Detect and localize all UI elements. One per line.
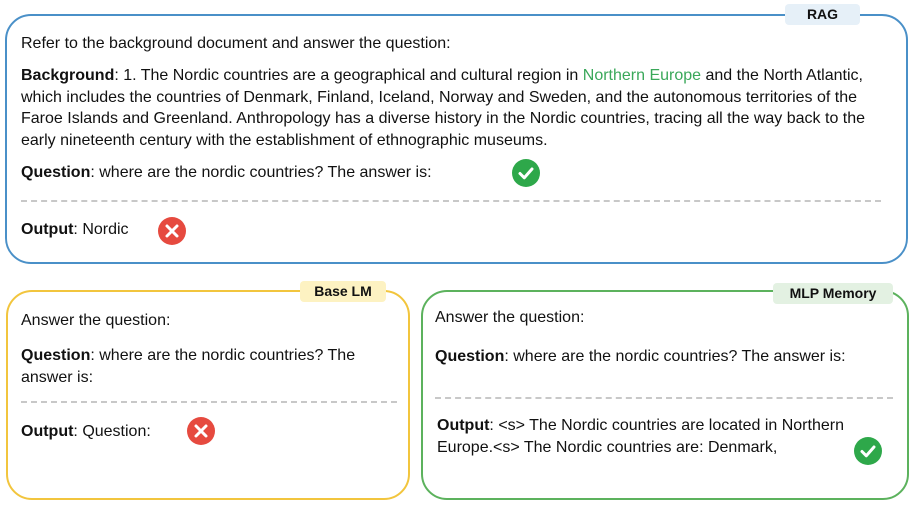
mlp-memory-instruction: Answer the question: [435, 309, 585, 326]
rag-instruction: Refer to the background document and answer the question: [21, 35, 451, 52]
rag-background-text-before: : 1. The Nordic countries are a geographical and cultural region in [114, 67, 583, 84]
mlp-memory-question-label: Question [435, 348, 505, 365]
mlp-memory-question [435, 346, 846, 367]
rag-background-highlight: Northern Europe [582, 67, 702, 84]
base-lm-divider [21, 401, 397, 403]
mlp-memory-tag: MLP Memory [773, 283, 893, 304]
rag-background [21, 65, 891, 151]
rag-tag: RAG [785, 4, 860, 25]
base-lm-output-label: Output [21, 423, 74, 440]
rag-output-label: Output [21, 221, 74, 238]
x-circle-icon [187, 417, 215, 445]
rag-output [21, 219, 129, 240]
check-circle-icon [854, 437, 882, 465]
rag-question [21, 162, 432, 183]
rag-background-text-after: and the North Atlantic, which includes the countries of Denmark, Finland, Iceland, Norway and Sweden, and the autonomous territories of the Faroe Islands and Greenland. Anthropology has a diverse history in the Nordic countries, tracing all the way back to the early nineteenth century with the establishment of ethnographic museums. [21, 67, 866, 149]
x-circle-icon [158, 217, 186, 245]
base-lm-output-text: : Question: [73, 423, 151, 440]
base-lm-question-line1 [21, 345, 355, 366]
base-lm-question-text: : where are the nordic countries? The [90, 347, 356, 364]
rag-background-label: Background [21, 67, 115, 84]
check-circle-icon [512, 159, 540, 187]
base-lm-instruction: Answer the question: [21, 312, 171, 329]
mlp-memory-output-line1 [437, 415, 844, 436]
mlp-memory-output-label: Output [437, 417, 490, 434]
base-lm-question-line2: answer is: [21, 369, 94, 386]
mlp-memory-question-text: : where are the nordic countries? The answer is: [504, 348, 846, 365]
mlp-memory-output-line2: Europe.<s> The Nordic countries are: Denmark, [437, 439, 778, 456]
rag-divider [21, 200, 881, 202]
base-lm-tag: Base LM [300, 281, 386, 302]
base-lm-output [21, 421, 151, 442]
rag-question-label: Question [21, 164, 91, 181]
mlp-memory-output-text: : <s> The Nordic countries are located in Northern [489, 417, 844, 434]
base-lm-question-label: Question [21, 347, 91, 364]
mlp-memory-divider [435, 397, 893, 399]
rag-question-text: : where are the nordic countries? The answer is: [90, 164, 432, 181]
rag-output-text: : Nordic [73, 221, 129, 238]
